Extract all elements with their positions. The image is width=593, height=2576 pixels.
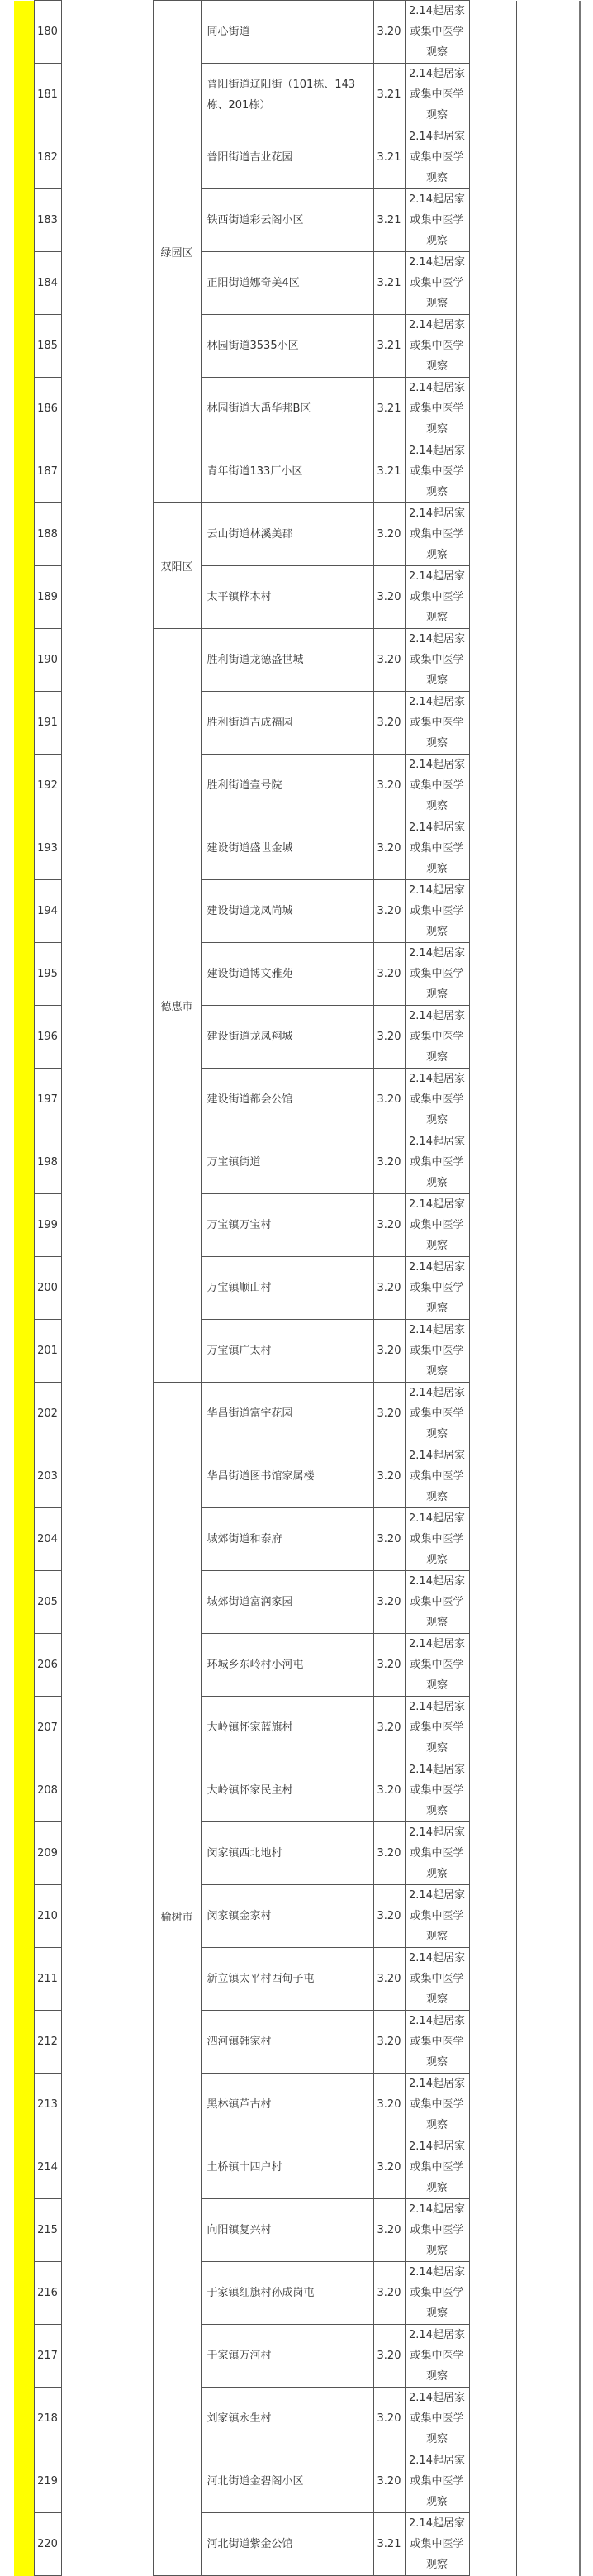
date-cell: 3.20	[373, 2388, 405, 2450]
location-cell: 正阳街道娜奇美4区	[201, 252, 373, 315]
blank-column	[107, 1, 153, 2576]
row-number: 218	[34, 2388, 61, 2450]
row-number: 182	[34, 126, 61, 189]
row-number: 207	[34, 1697, 61, 1759]
row-number: 212	[34, 2011, 61, 2074]
location-cell: 铁西街道彩云阁小区	[201, 189, 373, 252]
location-cell: 胜利街道龙德盛世城	[201, 629, 373, 692]
date-cell: 3.20	[373, 629, 405, 692]
date-cell: 3.20	[373, 1948, 405, 2011]
location-cell: 大岭镇怀家蓝旗村	[201, 1697, 373, 1759]
location-cell: 建设街道博文雅苑	[201, 943, 373, 1006]
row-number: 184	[34, 252, 61, 315]
row-number: 193	[34, 817, 61, 880]
note-cell: 2.14起居家或集中医学观察	[405, 2388, 469, 2450]
row-number: 198	[34, 1131, 61, 1194]
row-number: 213	[34, 2074, 61, 2136]
note-cell: 2.14起居家或集中医学观察	[405, 755, 469, 817]
blank-column	[516, 1, 580, 2576]
date-cell: 3.20	[373, 755, 405, 817]
blank-column	[469, 1, 516, 2576]
date-cell: 3.21	[373, 378, 405, 440]
location-cell: 云山街道林溪美郡	[201, 503, 373, 566]
row-number: 180	[34, 1, 61, 64]
location-cell: 新立镇太平村西甸子屯	[201, 1948, 373, 2011]
district-cell: 绿园区	[153, 1, 201, 503]
date-cell: 3.20	[373, 2011, 405, 2074]
note-cell: 2.14起居家或集中医学观察	[405, 1320, 469, 1383]
location-cell: 普阳街道吉业花园	[201, 126, 373, 189]
location-cell: 黑林镇芦古村	[201, 2074, 373, 2136]
location-cell: 建设街道龙凤尚城	[201, 880, 373, 943]
date-cell: 3.21	[373, 64, 405, 126]
note-cell: 2.14起居家或集中医学观察	[405, 1634, 469, 1697]
row-number: 190	[34, 629, 61, 692]
date-cell: 3.20	[373, 1257, 405, 1320]
note-cell: 2.14起居家或集中医学观察	[405, 566, 469, 629]
date-cell: 3.20	[373, 1759, 405, 1822]
location-cell: 万宝镇广太村	[201, 1320, 373, 1383]
row-number: 220	[34, 2513, 61, 2576]
row-number: 186	[34, 378, 61, 440]
location-cell: 闵家镇金家村	[201, 1885, 373, 1948]
note-cell: 2.14起居家或集中医学观察	[405, 440, 469, 503]
row-number: 208	[34, 1759, 61, 1822]
date-cell: 3.20	[373, 1822, 405, 1885]
district-cell: 德惠市	[153, 629, 201, 1383]
date-cell: 3.20	[373, 1508, 405, 1571]
date-cell: 3.21	[373, 440, 405, 503]
note-cell: 2.14起居家或集中医学观察	[405, 2074, 469, 2136]
highlight-column	[14, 1, 34, 2576]
note-cell: 2.14起居家或集中医学观察	[405, 252, 469, 315]
location-cell: 向阳镇复兴村	[201, 2199, 373, 2262]
row-number: 189	[34, 566, 61, 629]
date-cell: 3.20	[373, 943, 405, 1006]
district-cell	[153, 2450, 201, 2576]
location-cell: 太平镇桦木村	[201, 566, 373, 629]
location-cell: 城郊街道富润家园	[201, 1571, 373, 1634]
location-cell: 大岭镇怀家民主村	[201, 1759, 373, 1822]
row-number: 194	[34, 880, 61, 943]
date-cell: 3.20	[373, 1, 405, 64]
date-cell: 3.20	[373, 1885, 405, 1948]
district-cell: 榆树市	[153, 1383, 201, 2450]
row-number: 203	[34, 1445, 61, 1508]
date-cell: 3.20	[373, 1131, 405, 1194]
date-cell: 3.21	[373, 252, 405, 315]
row-number: 181	[34, 64, 61, 126]
location-cell: 万宝镇万宝村	[201, 1194, 373, 1257]
date-cell: 3.20	[373, 1320, 405, 1383]
row-number: 188	[34, 503, 61, 566]
note-cell: 2.14起居家或集中医学观察	[405, 64, 469, 126]
note-cell: 2.14起居家或集中医学观察	[405, 1, 469, 64]
row-number: 192	[34, 755, 61, 817]
note-cell: 2.14起居家或集中医学观察	[405, 1131, 469, 1194]
date-cell: 3.20	[373, 1069, 405, 1131]
date-cell: 3.20	[373, 692, 405, 755]
date-cell: 3.20	[373, 2136, 405, 2199]
date-cell: 3.20	[373, 1006, 405, 1069]
location-cell: 同心街道	[201, 1, 373, 64]
location-cell: 万宝镇街道	[201, 1131, 373, 1194]
row-number: 199	[34, 1194, 61, 1257]
location-cell: 闵家镇西北地村	[201, 1822, 373, 1885]
note-cell: 2.14起居家或集中医学观察	[405, 2513, 469, 2576]
location-cell: 华昌街道富宇花园	[201, 1383, 373, 1445]
note-cell: 2.14起居家或集中医学观察	[405, 503, 469, 566]
date-cell: 3.20	[373, 566, 405, 629]
location-cell: 建设街道都会公馆	[201, 1069, 373, 1131]
row-number: 206	[34, 1634, 61, 1697]
date-cell: 3.20	[373, 1571, 405, 1634]
table-body	[14, 1, 580, 2576]
note-cell: 2.14起居家或集中医学观察	[405, 1006, 469, 1069]
district-cell: 双阳区	[153, 503, 201, 629]
note-cell: 2.14起居家或集中医学观察	[405, 2262, 469, 2325]
location-cell: 普阳街道辽阳街（101栋、143栋、201栋）	[201, 64, 373, 126]
blank-column	[61, 1, 107, 2576]
location-cell: 于家镇万河村	[201, 2325, 373, 2388]
note-cell: 2.14起居家或集中医学观察	[405, 880, 469, 943]
row-number: 215	[34, 2199, 61, 2262]
row-number: 183	[34, 189, 61, 252]
row-number: 185	[34, 315, 61, 378]
note-cell: 2.14起居家或集中医学观察	[405, 2450, 469, 2513]
location-cell: 华昌街道图书馆家属楼	[201, 1445, 373, 1508]
date-cell: 3.20	[373, 1194, 405, 1257]
location-cell: 城郊街道和泰府	[201, 1508, 373, 1571]
date-cell: 3.20	[373, 1634, 405, 1697]
location-cell: 林园街道大禹华邦B区	[201, 378, 373, 440]
location-cell: 胜利街道吉成福园	[201, 692, 373, 755]
location-cell: 河北街道金碧阁小区	[201, 2450, 373, 2513]
row-number: 201	[34, 1320, 61, 1383]
date-cell: 3.20	[373, 817, 405, 880]
note-cell: 2.14起居家或集中医学观察	[405, 629, 469, 692]
date-cell: 3.20	[373, 2450, 405, 2513]
date-cell: 3.21	[373, 2513, 405, 2576]
date-cell: 3.20	[373, 1383, 405, 1445]
location-cell: 环城乡东岭村小河屯	[201, 1634, 373, 1697]
date-cell: 3.20	[373, 1697, 405, 1759]
location-cell: 泗河镇韩家村	[201, 2011, 373, 2074]
note-cell: 2.14起居家或集中医学观察	[405, 1383, 469, 1445]
table-row	[14, 1, 580, 64]
quarantine-locations-table	[14, 0, 581, 2576]
date-cell: 3.20	[373, 2325, 405, 2388]
row-number: 216	[34, 2262, 61, 2325]
note-cell: 2.14起居家或集中医学观察	[405, 692, 469, 755]
note-cell: 2.14起居家或集中医学观察	[405, 315, 469, 378]
location-cell: 刘家镇永生村	[201, 2388, 373, 2450]
note-cell: 2.14起居家或集中医学观察	[405, 943, 469, 1006]
row-number: 210	[34, 1885, 61, 1948]
note-cell: 2.14起居家或集中医学观察	[405, 2199, 469, 2262]
row-number: 200	[34, 1257, 61, 1320]
date-cell: 3.20	[373, 880, 405, 943]
note-cell: 2.14起居家或集中医学观察	[405, 1885, 469, 1948]
date-cell: 3.20	[373, 2199, 405, 2262]
date-cell: 3.21	[373, 126, 405, 189]
note-cell: 2.14起居家或集中医学观察	[405, 1194, 469, 1257]
row-number: 217	[34, 2325, 61, 2388]
note-cell: 2.14起居家或集中医学观察	[405, 1948, 469, 2011]
row-number: 205	[34, 1571, 61, 1634]
note-cell: 2.14起居家或集中医学观察	[405, 1759, 469, 1822]
location-cell: 林园街道3535小区	[201, 315, 373, 378]
note-cell: 2.14起居家或集中医学观察	[405, 2136, 469, 2199]
note-cell: 2.14起居家或集中医学观察	[405, 1697, 469, 1759]
row-number: 202	[34, 1383, 61, 1445]
note-cell: 2.14起居家或集中医学观察	[405, 1257, 469, 1320]
date-cell: 3.20	[373, 2074, 405, 2136]
date-cell: 3.20	[373, 1445, 405, 1508]
row-number: 187	[34, 440, 61, 503]
row-number: 219	[34, 2450, 61, 2513]
date-cell: 3.21	[373, 315, 405, 378]
note-cell: 2.14起居家或集中医学观察	[405, 1445, 469, 1508]
note-cell: 2.14起居家或集中医学观察	[405, 189, 469, 252]
date-cell: 3.20	[373, 503, 405, 566]
location-cell: 土桥镇十四户村	[201, 2136, 373, 2199]
row-number: 204	[34, 1508, 61, 1571]
note-cell: 2.14起居家或集中医学观察	[405, 126, 469, 189]
row-number: 195	[34, 943, 61, 1006]
location-cell: 建设街道盛世金城	[201, 817, 373, 880]
location-cell: 于家镇红旗村孙成岗屯	[201, 2262, 373, 2325]
date-cell: 3.20	[373, 2262, 405, 2325]
location-cell: 万宝镇顺山村	[201, 1257, 373, 1320]
row-number: 191	[34, 692, 61, 755]
note-cell: 2.14起居家或集中医学观察	[405, 1069, 469, 1131]
row-number: 211	[34, 1948, 61, 2011]
note-cell: 2.14起居家或集中医学观察	[405, 378, 469, 440]
location-cell: 河北街道紫金公馆	[201, 2513, 373, 2576]
note-cell: 2.14起居家或集中医学观察	[405, 2325, 469, 2388]
row-number: 214	[34, 2136, 61, 2199]
note-cell: 2.14起居家或集中医学观察	[405, 1822, 469, 1885]
note-cell: 2.14起居家或集中医学观察	[405, 2011, 469, 2074]
note-cell: 2.14起居家或集中医学观察	[405, 1508, 469, 1571]
location-cell: 胜利街道壹号院	[201, 755, 373, 817]
row-number: 196	[34, 1006, 61, 1069]
row-number: 197	[34, 1069, 61, 1131]
location-cell: 青年街道133厂小区	[201, 440, 373, 503]
row-number: 209	[34, 1822, 61, 1885]
note-cell: 2.14起居家或集中医学观察	[405, 817, 469, 880]
location-cell: 建设街道龙凤翔城	[201, 1006, 373, 1069]
date-cell: 3.21	[373, 189, 405, 252]
note-cell: 2.14起居家或集中医学观察	[405, 1571, 469, 1634]
